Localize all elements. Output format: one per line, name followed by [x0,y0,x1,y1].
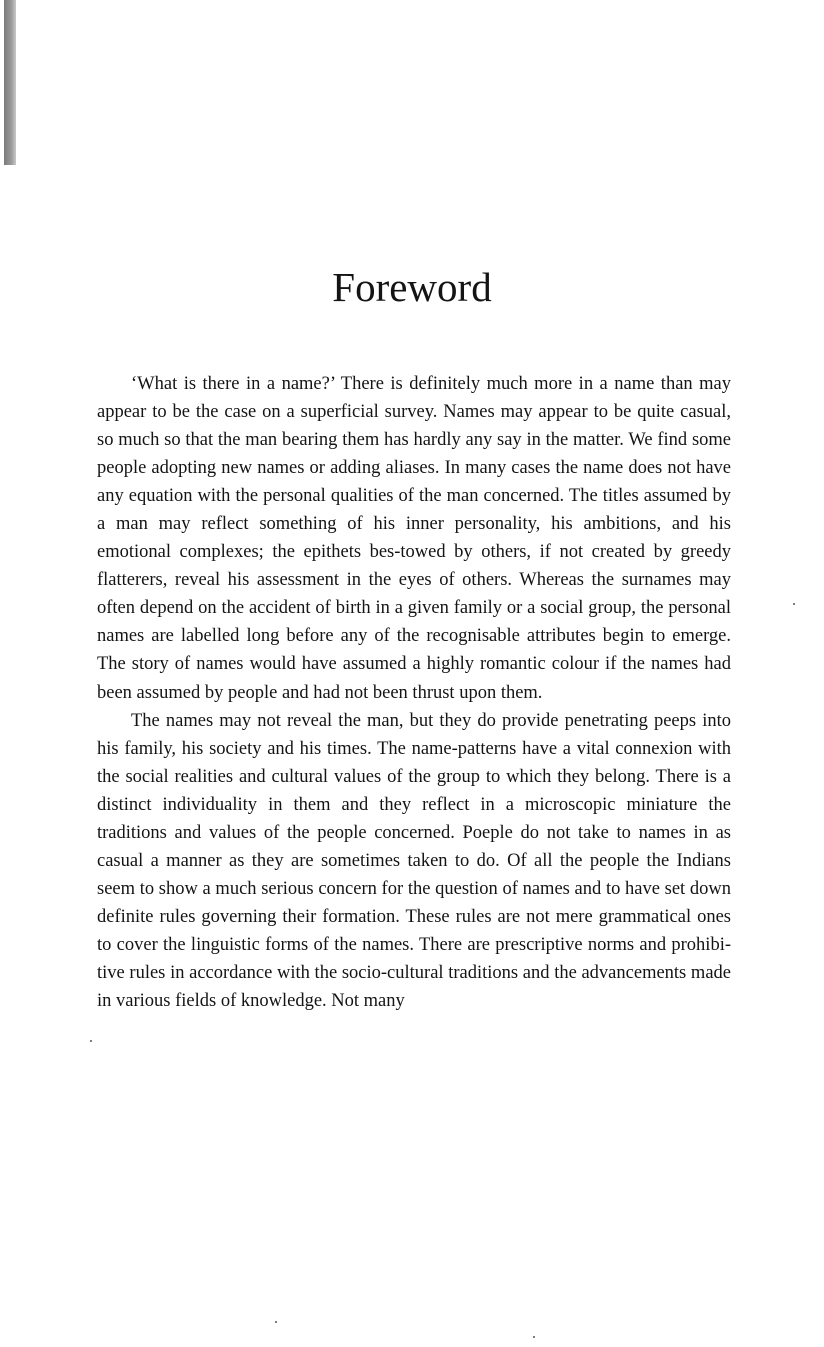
paragraph: The names may not reveal the man, but they do provide penetrating peeps into his family, his society and his times. The name-patterns have a vital connexion with the social realities and cultural values of the group to which they belong. There is a distinct individuality in them and they reflect in a microscopic miniature the traditions and values of the people concerned. Poeple do not take to names in as casual a manner as they are sometimes taken to do. Of all the people the Indians seem to show a much serious concern for the question of names and to have set down definite rules governing their formation. These rules are not mere grammatical ones to cover the linguistic forms of the names. There are prescriptive norms and prohibi-tive rules in accordance with the socio-cultural traditions and the advancements made in various fields of knowledge. Not many [97,710,731,1012]
scan-speck [90,1040,92,1042]
scan-speck [533,1336,535,1338]
scan-speck [275,1321,277,1323]
paragraph: ‘What is there in a name?’ There is definitely much more in a name than may appear to be the case on a superficial survey. Names may appear to be quite casual, so much so that the man bearing them has hardly any say in the matter. We find some people adopting new names or adding aliases. In many cases the name does not have any equation with the personal qualities of the man concerned. The titles assumed by a man may reflect something of his inner personality, his ambitions, and his emotional complexes; the epithets bes-towed by others, if not created by greedy flatterers, reveal his assessment in the eyes of others. Whereas the surnames may often depend on the accident of birth in a given family or a social group, the personal names are labelled long before any of the recognisable attributes begin to emerge. The story of names would have assumed a highly romantic colour if the names had been assumed by people and had not been thrust upon them. [97,374,731,703]
body-text [97,370,731,1015]
scan-speck [793,603,795,605]
scan-edge-shadow [4,0,16,165]
page-title: Foreword [332,264,492,310]
